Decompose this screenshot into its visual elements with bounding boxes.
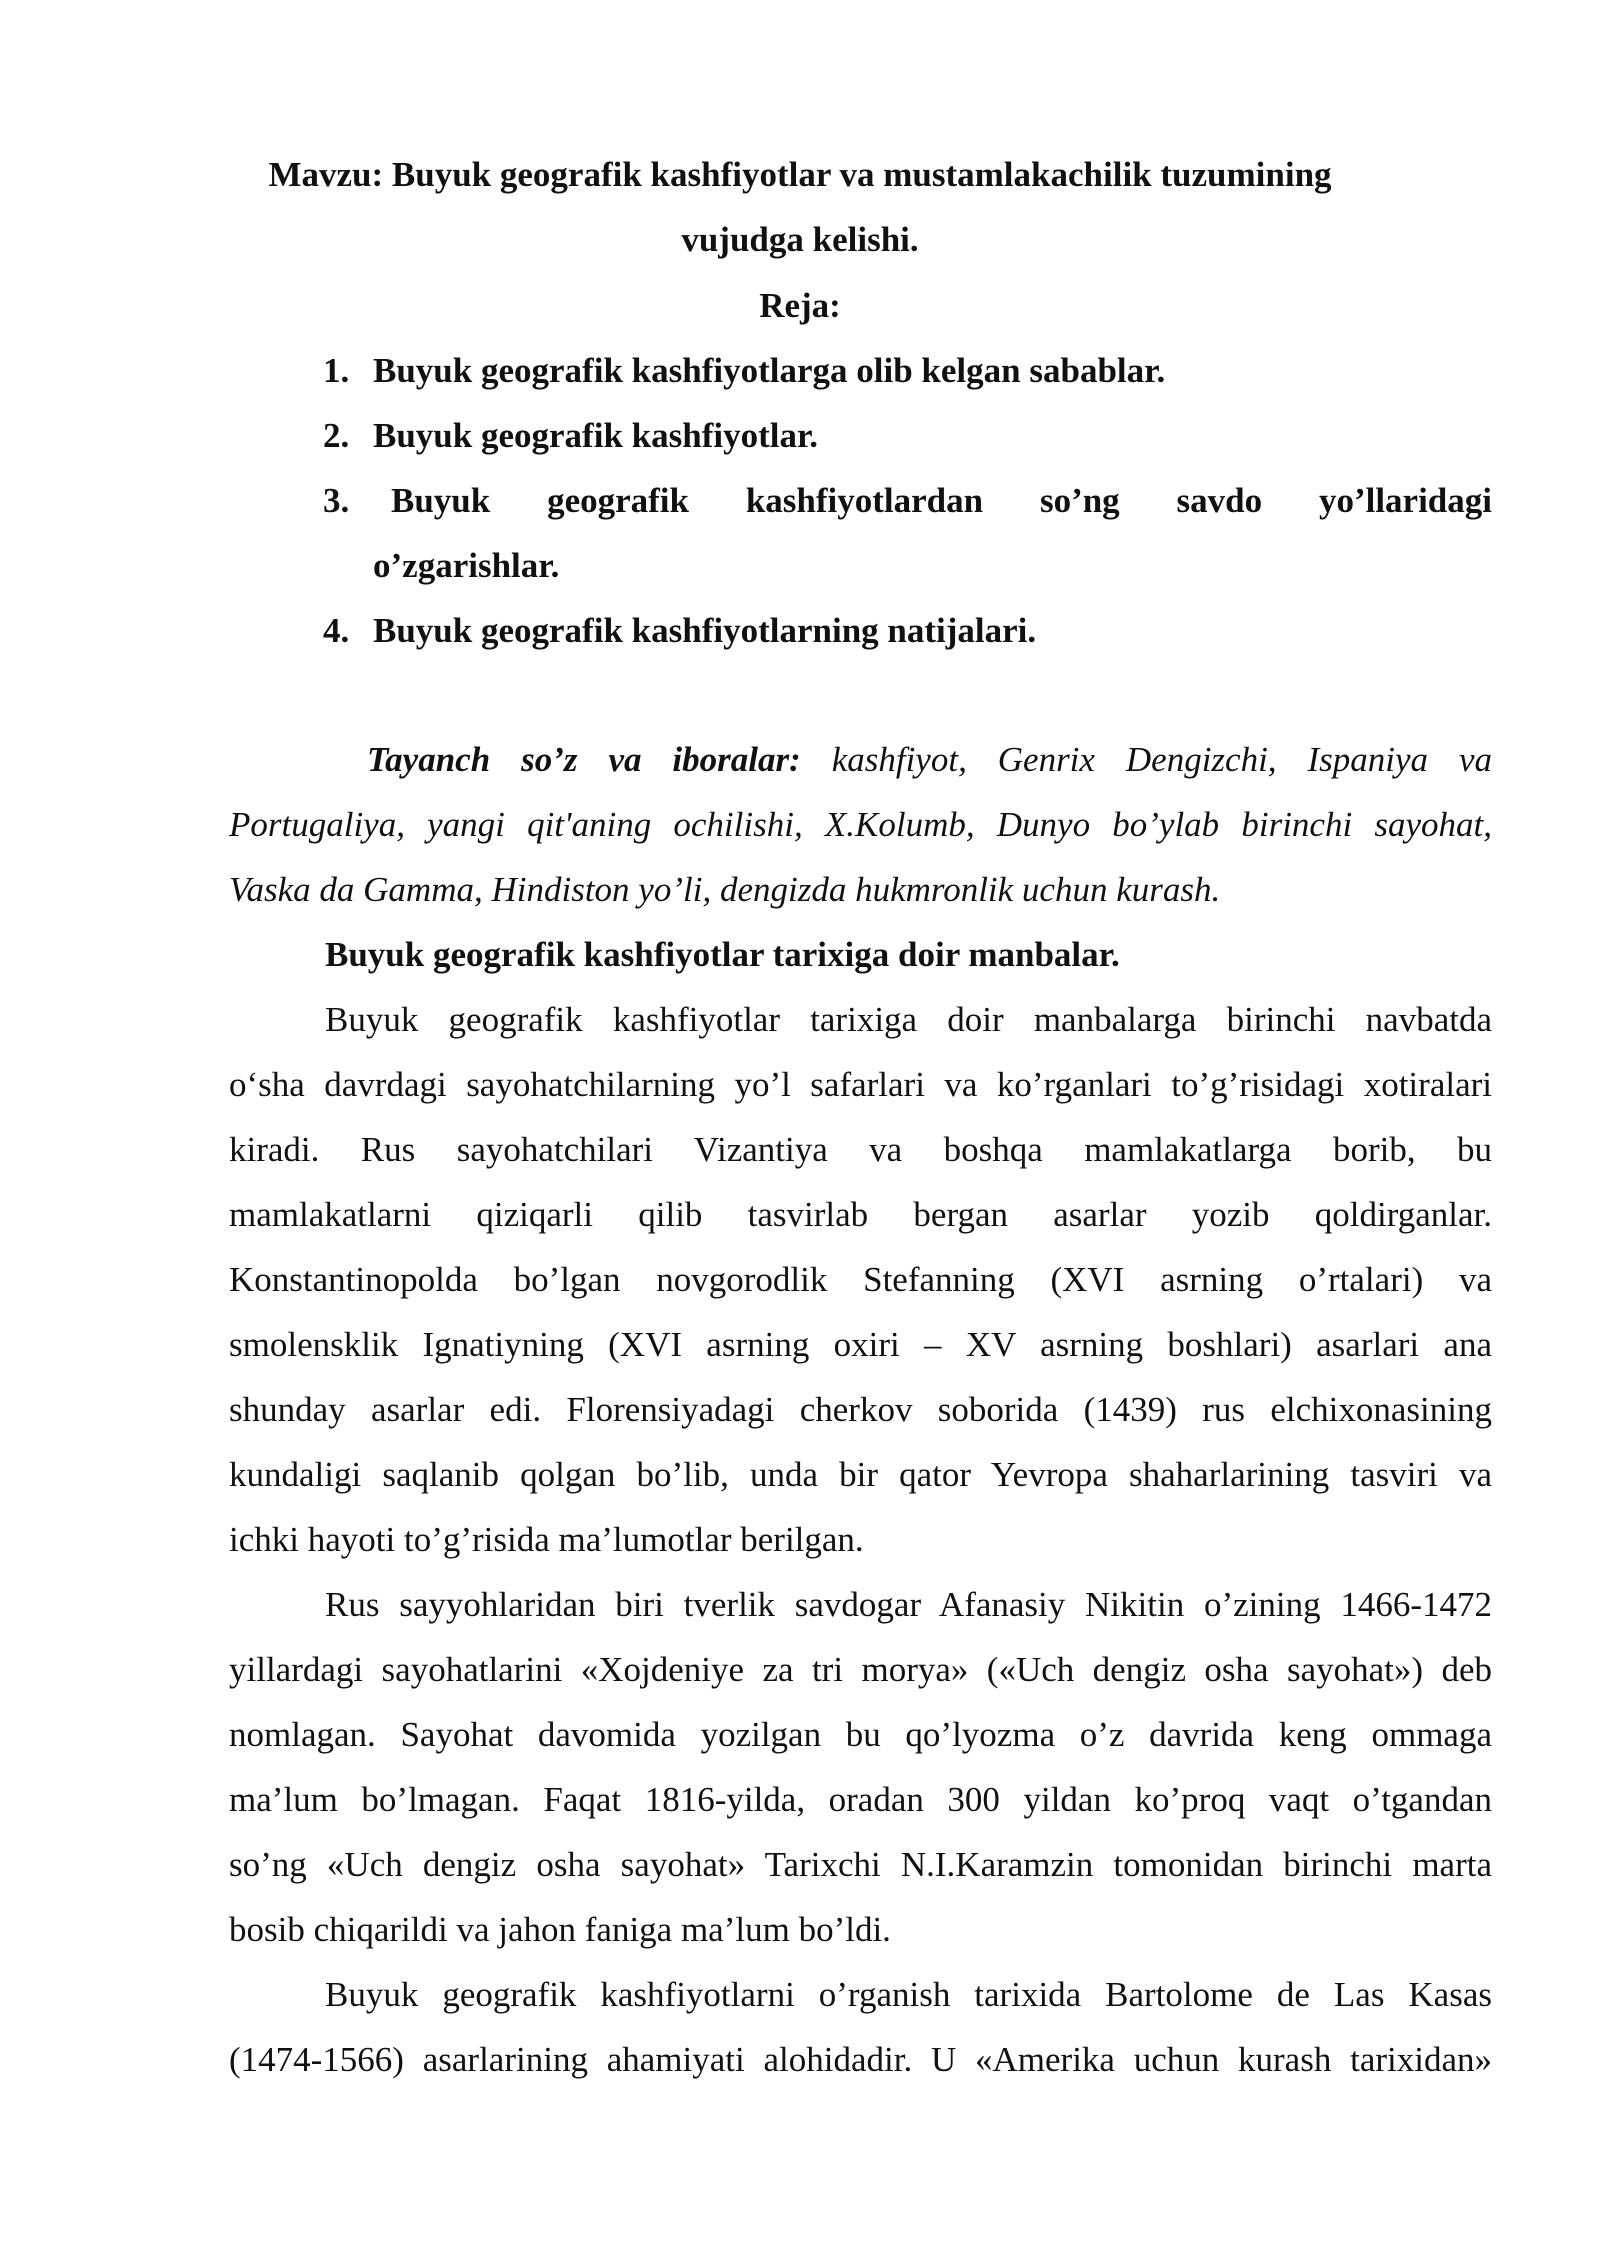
plan-item-text: Buyuk geografik kashfiyotlardan so’ng savdo yo’llaridagi	[391, 481, 1492, 520]
plan-item-continuation: o’zgarishlar.	[373, 546, 560, 585]
plan-item-text: Buyuk geografik kashfiyotlarning natijalari.	[373, 611, 1037, 650]
keywords-line-2: Portugaliya, yangi qit'aning ochilishi, X.Kolumb, Dunyo bo’ylab birinchi sayohat,	[229, 805, 1492, 844]
plan-item-number: 2.	[323, 416, 350, 455]
paragraph-line: (1474-1566) asarlarining ahamiyati alohidadir. U «Amerika uchun kurash tarixidan»	[229, 2040, 1492, 2079]
plan-item	[0, 350, 1600, 392]
paragraph-line: o‘sha davrdagi sayohatchilarning yo’l safarlari va ko’rganlari to’g’risidagi xotiralari	[229, 1065, 1492, 1104]
paragraph-line: ichki hayoti to’g’risida ma’lumotlar berilgan.	[229, 1520, 864, 1559]
plan-item-text: Buyuk geografik kashfiyotlarga olib kelgan sabablar.	[373, 351, 1166, 390]
paragraph-line: so’ng «Uch dengiz osha sayohat» Tarixchi N.I.Karamzin tomonidan birinchi marta	[229, 1845, 1492, 1884]
keywords-line-3: Vaska da Gamma, Hindiston yo’li, dengizda hukmronlik uchun kurash.	[229, 870, 1221, 909]
plan-item-number: 1.	[323, 351, 350, 390]
paragraph-line: bosib chiqarildi va jahon faniga ma’lum bo’ldi.	[229, 1910, 891, 1949]
paragraph-line: Konstantinopolda bo’lgan novgorodlik Stefanning (XVI asrning o’rtalari) va	[229, 1260, 1492, 1299]
plan-item	[0, 480, 1600, 522]
section-heading: Buyuk geografik kashfiyotlar tarixiga doir manbalar.	[325, 935, 1120, 974]
keywords-label: Tayanch so’z va iboralar:	[367, 740, 801, 779]
plan-item-text: Buyuk geografik kashfiyotlar.	[373, 416, 819, 455]
paragraph-line: Buyuk geografik kashfiyotlarni o’rganish tarixida Bartolome de Las Kasas	[325, 1975, 1492, 2014]
paragraph-line: nomlagan. Sayohat davomida yozilgan bu qo’lyozma o’z davrida keng ommaga	[229, 1715, 1492, 1754]
plan-item-number: 4.	[323, 611, 350, 650]
plan-item	[0, 610, 1600, 652]
paragraph-line: yillardagi sayohatlarini «Xojdeniye za tri morya» («Uch dengiz osha sayohat») deb	[229, 1650, 1492, 1689]
plan-item	[0, 415, 1600, 457]
keywords-line-1	[367, 739, 1492, 781]
paragraph-line: shunday asarlar edi. Florensiyadagi cherkov soborida (1439) rus elchixonasining	[229, 1390, 1492, 1429]
paragraph-line: Rus sayyohlaridan biri tverlik savdogar Afanasiy Nikitin o’zining 1466-1472	[325, 1585, 1492, 1624]
plan-item-number: 3.	[323, 481, 350, 520]
keywords-text: kashfiyot, Genrix Dengizchi, Ispaniya va	[831, 740, 1492, 779]
page-title-line-2: vujudga kelishi.	[681, 220, 919, 259]
paragraph-line: mamlakatlarni qiziqarli qilib tasvirlab bergan asarlar yozib qoldirganlar.	[229, 1195, 1492, 1234]
paragraph-line: ma’lum bo’lmagan. Faqat 1816-yilda, oradan 300 yildan ko’proq vaqt o’tgandan	[229, 1780, 1492, 1819]
paragraph-line: smolensklik Ignatiyning (XVI asrning oxiri – XV asrning boshlari) asarlari ana	[229, 1325, 1492, 1364]
paragraph-line: kiradi. Rus sayohatchilari Vizantiya va boshqa mamlakatlarga borib, bu	[229, 1130, 1492, 1169]
page-title-line-1: Mavzu: Buyuk geografik kashfiyotlar va mustamlakachilik tuzumining	[268, 155, 1332, 194]
paragraph-line: Buyuk geografik kashfiyotlar tarixiga doir manbalarga birinchi navbatda	[325, 1000, 1492, 1039]
plan-heading: Reja:	[759, 286, 841, 325]
paragraph-line: kundaligi saqlanib qolgan bo’lib, unda bir qator Yevropa shaharlarining tasviri va	[229, 1455, 1492, 1494]
